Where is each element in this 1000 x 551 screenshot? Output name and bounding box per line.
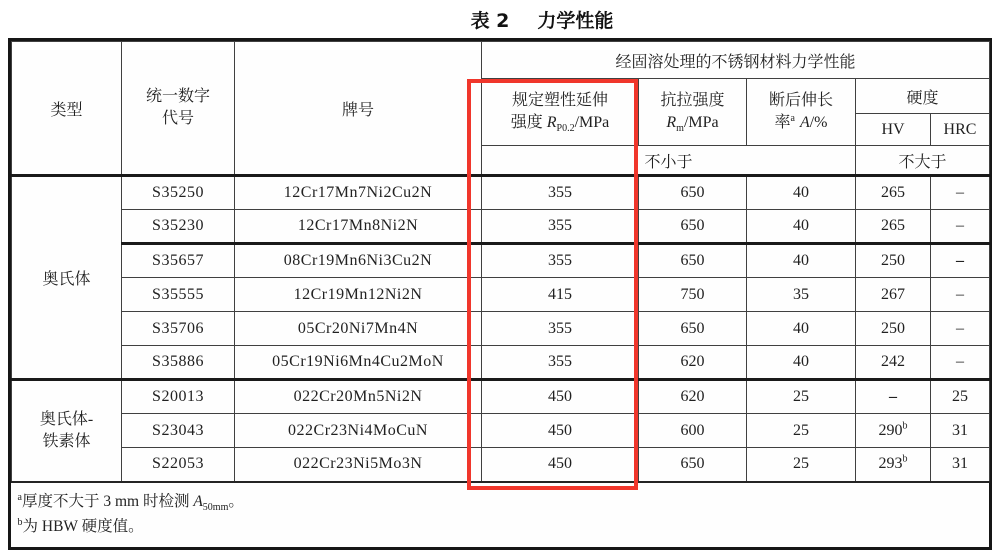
header-rm: 抗拉强度 $R_m$/MPa bbox=[639, 79, 747, 146]
cell-hv: 242 bbox=[856, 346, 931, 380]
cell-hv: 265 bbox=[856, 176, 931, 210]
cell-code: S35230 bbox=[122, 210, 235, 244]
cell-hrc: – bbox=[931, 346, 990, 380]
properties-table bbox=[8, 38, 992, 550]
header-rp02: 规定塑性延伸 强度 $R_{P0.2}$/MPa bbox=[482, 79, 639, 146]
cell-hv: 265 bbox=[856, 210, 931, 244]
table-row bbox=[12, 380, 990, 414]
cell-grade: 12Cr19Mn12Ni2N bbox=[235, 278, 482, 312]
cell-hrc: – bbox=[931, 312, 990, 346]
header-hrc: HRC bbox=[931, 114, 990, 146]
cell-code: S35706 bbox=[122, 312, 235, 346]
cell-grade: 12Cr17Mn8Ni2N bbox=[235, 210, 482, 244]
table-row bbox=[12, 278, 990, 312]
cell-rm: 650 bbox=[639, 244, 747, 278]
header-span-mechanical: 经固溶处理的不锈钢材料力学性能 bbox=[482, 42, 990, 79]
cell-grade: 12Cr17Mn7Ni2Cu2N bbox=[235, 176, 482, 210]
cell-rm: 620 bbox=[639, 346, 747, 380]
table-title bbox=[0, 6, 1000, 33]
header-elongation: 断后伸长 率$^a$ A/% bbox=[747, 79, 856, 146]
rm-symbol: R bbox=[666, 114, 677, 131]
rp-symbol: R bbox=[546, 114, 557, 131]
cell-code: S35886 bbox=[122, 346, 235, 380]
cell-hrc: 31 bbox=[931, 448, 990, 482]
table-row bbox=[12, 448, 990, 482]
cell-code: S35657 bbox=[122, 244, 235, 278]
footnote-b: $^b$为 HBW 硬度值。 bbox=[17, 516, 144, 536]
cell-elongation: 40 bbox=[747, 312, 856, 346]
section-austenite-ferrite: 奥氏体- 铁素体 bbox=[12, 380, 122, 482]
table-row bbox=[12, 244, 990, 278]
cell-rp02: 355 bbox=[482, 210, 639, 244]
cell-rp02: 355 bbox=[482, 346, 639, 380]
section-austenite: 奥氏体 bbox=[12, 176, 122, 380]
cell-code: S35555 bbox=[122, 278, 235, 312]
cell-code: S22053 bbox=[122, 448, 235, 482]
header-not-greater-than: 不大于 bbox=[856, 146, 990, 176]
footnote-a-symbol: A bbox=[193, 492, 203, 510]
cell-code: S23043 bbox=[122, 414, 235, 448]
cell-grade: 022Cr23Ni4MoCuN bbox=[235, 414, 482, 448]
table-row bbox=[12, 414, 990, 448]
cell-hv: 267 bbox=[856, 278, 931, 312]
header-hardness: 硬度 bbox=[856, 79, 990, 114]
cell-hrc: – bbox=[931, 244, 990, 278]
cell-rp02: 355 bbox=[482, 312, 639, 346]
header-code: 统一数字 代号 bbox=[122, 42, 235, 176]
cell-hv: 293$^b$ bbox=[856, 448, 931, 482]
cell-rp02: 450 bbox=[482, 380, 639, 414]
cell-rm: 650 bbox=[639, 448, 747, 482]
table-title-text: 力学性能 bbox=[537, 10, 614, 32]
cell-hv: 290$^b$ bbox=[856, 414, 931, 448]
cell-elongation: 25 bbox=[747, 380, 856, 414]
table-row bbox=[12, 346, 990, 380]
elongation-symbol: A bbox=[799, 114, 810, 131]
cell-elongation: 40 bbox=[747, 244, 856, 278]
cell-hrc: – bbox=[931, 278, 990, 312]
cell-rp02: 450 bbox=[482, 448, 639, 482]
cell-hv: 250 bbox=[856, 312, 931, 346]
cell-elongation: 35 bbox=[747, 278, 856, 312]
cell-elongation: 25 bbox=[747, 448, 856, 482]
header-not-less-than: 不小于 bbox=[482, 146, 856, 176]
cell-grade: 08Cr19Mn6Ni3Cu2N bbox=[235, 244, 482, 278]
cell-rm: 750 bbox=[639, 278, 747, 312]
cell-code: S35250 bbox=[122, 176, 235, 210]
cell-rp02: 355 bbox=[482, 244, 639, 278]
cell-rm: 650 bbox=[639, 176, 747, 210]
header-hv: HV bbox=[856, 114, 931, 146]
cell-grade: 022Cr23Ni5Mo3N bbox=[235, 448, 482, 482]
cell-rp02: 415 bbox=[482, 278, 639, 312]
footnote-a: $^a$厚度不大于 3 mm 时检测 $A_{50mm}$。 bbox=[17, 491, 244, 513]
cell-rp02: 450 bbox=[482, 414, 639, 448]
cell-rp02: 355 bbox=[482, 176, 639, 210]
cell-elongation: 40 bbox=[747, 176, 856, 210]
cell-hv: 250 bbox=[856, 244, 931, 278]
cell-elongation: 40 bbox=[747, 210, 856, 244]
footnote-row bbox=[12, 482, 990, 547]
cell-hv: – bbox=[856, 380, 931, 414]
table-row bbox=[12, 176, 990, 210]
table-title-number: 表 2 bbox=[470, 10, 510, 32]
cell-hrc: 25 bbox=[931, 380, 990, 414]
cell-elongation: 40 bbox=[747, 346, 856, 380]
cell-hrc: – bbox=[931, 210, 990, 244]
cell-elongation: 25 bbox=[747, 414, 856, 448]
cell-rm: 600 bbox=[639, 414, 747, 448]
table-row bbox=[12, 312, 990, 346]
properties-table-grid bbox=[11, 41, 990, 547]
cell-grade: 05Cr20Ni7Mn4N bbox=[235, 312, 482, 346]
cell-hrc: – bbox=[931, 176, 990, 210]
footnotes bbox=[12, 482, 990, 547]
table-row bbox=[12, 210, 990, 244]
cell-code: S20013 bbox=[122, 380, 235, 414]
header-type: 类型 bbox=[12, 42, 122, 176]
cell-rm: 650 bbox=[639, 312, 747, 346]
cell-grade: 05Cr19Ni6Mn4Cu2MoN bbox=[235, 346, 482, 380]
cell-grade: 022Cr20Mn5Ni2N bbox=[235, 380, 482, 414]
cell-hrc: 31 bbox=[931, 414, 990, 448]
header-grade: 牌号 bbox=[235, 42, 482, 176]
header-row-1 bbox=[12, 42, 990, 79]
cell-rm: 650 bbox=[639, 210, 747, 244]
cell-rm: 620 bbox=[639, 380, 747, 414]
